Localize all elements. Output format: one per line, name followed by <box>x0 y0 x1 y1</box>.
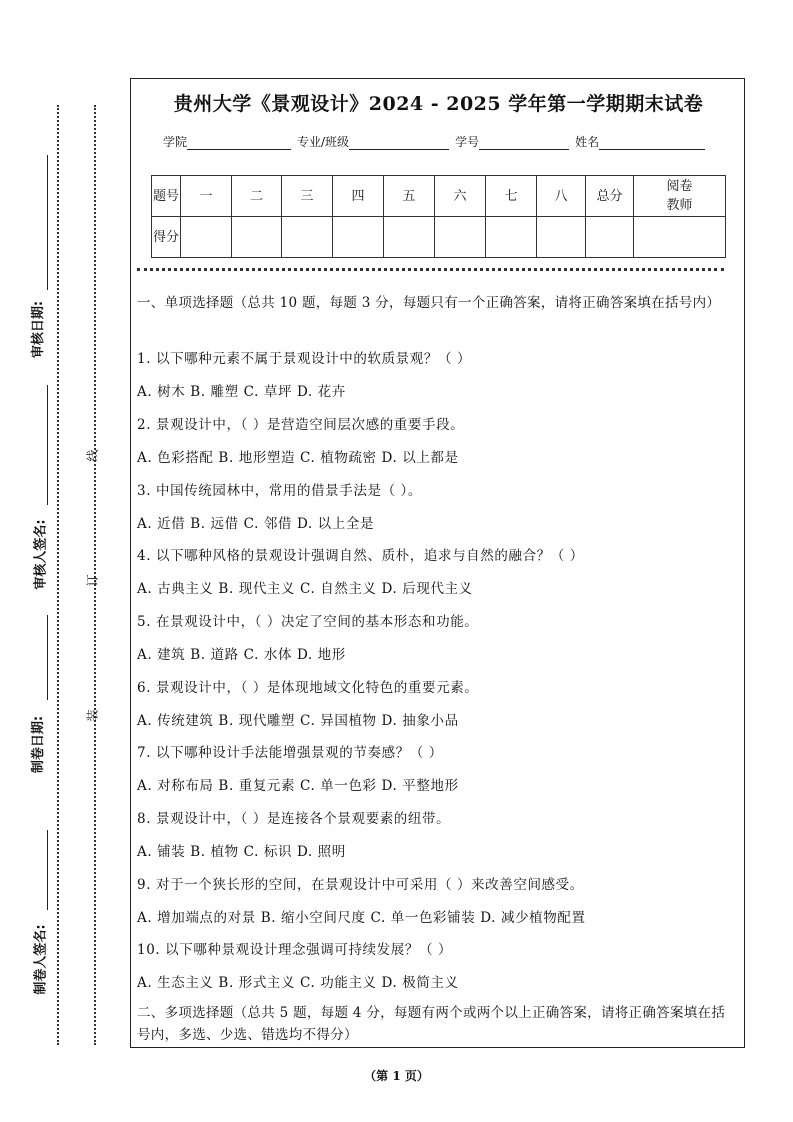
maker-sign-line <box>47 830 48 910</box>
score-cell[interactable] <box>232 217 282 258</box>
exam-frame <box>130 78 745 1048</box>
separator-dotted-line <box>137 268 724 271</box>
options-10: A. 生态主义 B. 形式主义 C. 功能主义 D. 极简主义 <box>137 975 459 991</box>
major-class-label: 专业/班级 <box>297 135 350 149</box>
options-7: A. 对称布局 B. 重复元素 C. 单一色彩 D. 平整地形 <box>137 778 459 794</box>
score-cell[interactable] <box>282 217 333 258</box>
header-cell-label: 题号 <box>152 176 181 217</box>
score-table-header-row <box>152 176 726 217</box>
college-label: 学院 <box>163 135 188 149</box>
maker-date-line <box>47 615 48 700</box>
maker-sign-label: 制卷人签名: <box>33 924 49 995</box>
student-id-field[interactable] <box>479 137 569 150</box>
question-3: 3. 中国传统园林中，常用的借景手法是（ ）。 <box>137 483 423 499</box>
reviewer-sign-line <box>47 385 48 505</box>
score-cell[interactable] <box>537 217 586 258</box>
section2-heading: 二、多项选择题（总共 5 题，每题 4 分，每题有两个或两个以上正确答案，请将正确答案填在括号内，多选、少选、错选均不得分） <box>137 1005 726 1043</box>
header-cell-5: 五 <box>384 176 435 217</box>
question-6: 6. 景观设计中，（ ）是体现地域文化特色的重要元素。 <box>137 680 479 696</box>
header-cell-1: 一 <box>181 176 232 217</box>
score-cell[interactable] <box>634 217 726 258</box>
student-info-row <box>163 133 711 150</box>
header-cell-8: 八 <box>537 176 586 217</box>
options-3: A. 近借 B. 远借 C. 邻借 D. 以上全是 <box>137 516 375 532</box>
score-cell[interactable] <box>586 217 634 258</box>
header-cell-2: 二 <box>232 176 282 217</box>
question-8: 8. 景观设计中，（ ）是连接各个景观要素的纽带。 <box>137 811 451 827</box>
score-cell[interactable] <box>333 217 384 258</box>
question-2: 2. 景观设计中，（ ）是营造空间层次感的重要手段。 <box>137 417 465 433</box>
question-10: 10. 以下哪种景观设计理念强调可持续发展？（ ） <box>137 942 453 958</box>
student-id-label: 学号 <box>455 135 480 149</box>
score-cell[interactable] <box>435 217 486 258</box>
question-7: 7. 以下哪种设计手法能增强景观的节奏感？（ ） <box>137 745 443 761</box>
maker-date-label: 制卷日期: <box>31 715 47 774</box>
name-field[interactable] <box>599 137 705 150</box>
section1-heading: 一、单项选择题（总共 10 题，每题 3 分，每题只有一个正确答案，请将正确答案填在括号内） <box>137 295 721 311</box>
header-cell-total: 总分 <box>586 176 634 217</box>
score-cell[interactable] <box>181 217 232 258</box>
college-field[interactable] <box>187 137 291 150</box>
question-4: 4. 以下哪种风格的景观设计强调自然、质朴，追求与自然的融合？（ ） <box>137 548 584 564</box>
options-6: A. 传统建筑 B. 现代雕塑 C. 异国植物 D. 抽象小品 <box>137 713 459 729</box>
binding-dotted-line-outer <box>57 105 59 1045</box>
score-table <box>151 175 726 258</box>
header-cell-grader: 阅卷教师 <box>634 176 726 217</box>
cut-mark-bind: 订 <box>85 574 100 587</box>
cut-mark-install: 装 <box>85 709 100 722</box>
options-8: A. 铺装 B. 植物 C. 标识 D. 照明 <box>137 844 346 860</box>
cut-mark-line: 线 <box>85 449 100 462</box>
name-label: 姓名 <box>575 135 600 149</box>
reviewer-sign-label: 审核人签名: <box>33 519 49 590</box>
score-row-label: 得分 <box>152 217 181 258</box>
score-cell[interactable] <box>384 217 435 258</box>
header-cell-6: 六 <box>435 176 486 217</box>
options-5: A. 建筑 B. 道路 C. 水体 D. 地形 <box>137 647 346 663</box>
page-number: （第 1 页） <box>364 1069 429 1083</box>
question-1: 1. 以下哪种元素不属于景观设计中的软质景观？（ ） <box>137 351 472 367</box>
major-class-field[interactable] <box>349 137 449 150</box>
options-2: A. 色彩搭配 B. 地形塑造 C. 植物疏密 D. 以上都是 <box>137 450 459 466</box>
header-cell-7: 七 <box>486 176 537 217</box>
options-1: A. 树木 B. 雕塑 C. 草坪 D. 花卉 <box>137 384 346 400</box>
header-cell-3: 三 <box>282 176 333 217</box>
reviewer-date-label: 审核日期: <box>31 300 47 359</box>
options-9: A. 增加端点的对景 B. 缩小空间尺度 C. 单一色彩铺装 D. 减少植物配置 <box>137 910 586 926</box>
exam-title: 贵州大学《景观设计》2024 - 2025 学年第一学期期末试卷 <box>173 93 704 115</box>
options-4: A. 古典主义 B. 现代主义 C. 自然主义 D. 后现代主义 <box>137 581 473 597</box>
header-cell-4: 四 <box>333 176 384 217</box>
question-9: 9. 对于一个狭长形的空间，在景观设计中可采用（ ）来改善空间感受。 <box>137 877 584 893</box>
score-table-score-row <box>152 217 726 258</box>
score-cell[interactable] <box>486 217 537 258</box>
question-5: 5. 在景观设计中，（ ）决定了空间的基本形态和功能。 <box>137 614 479 630</box>
reviewer-date-line <box>47 155 48 290</box>
